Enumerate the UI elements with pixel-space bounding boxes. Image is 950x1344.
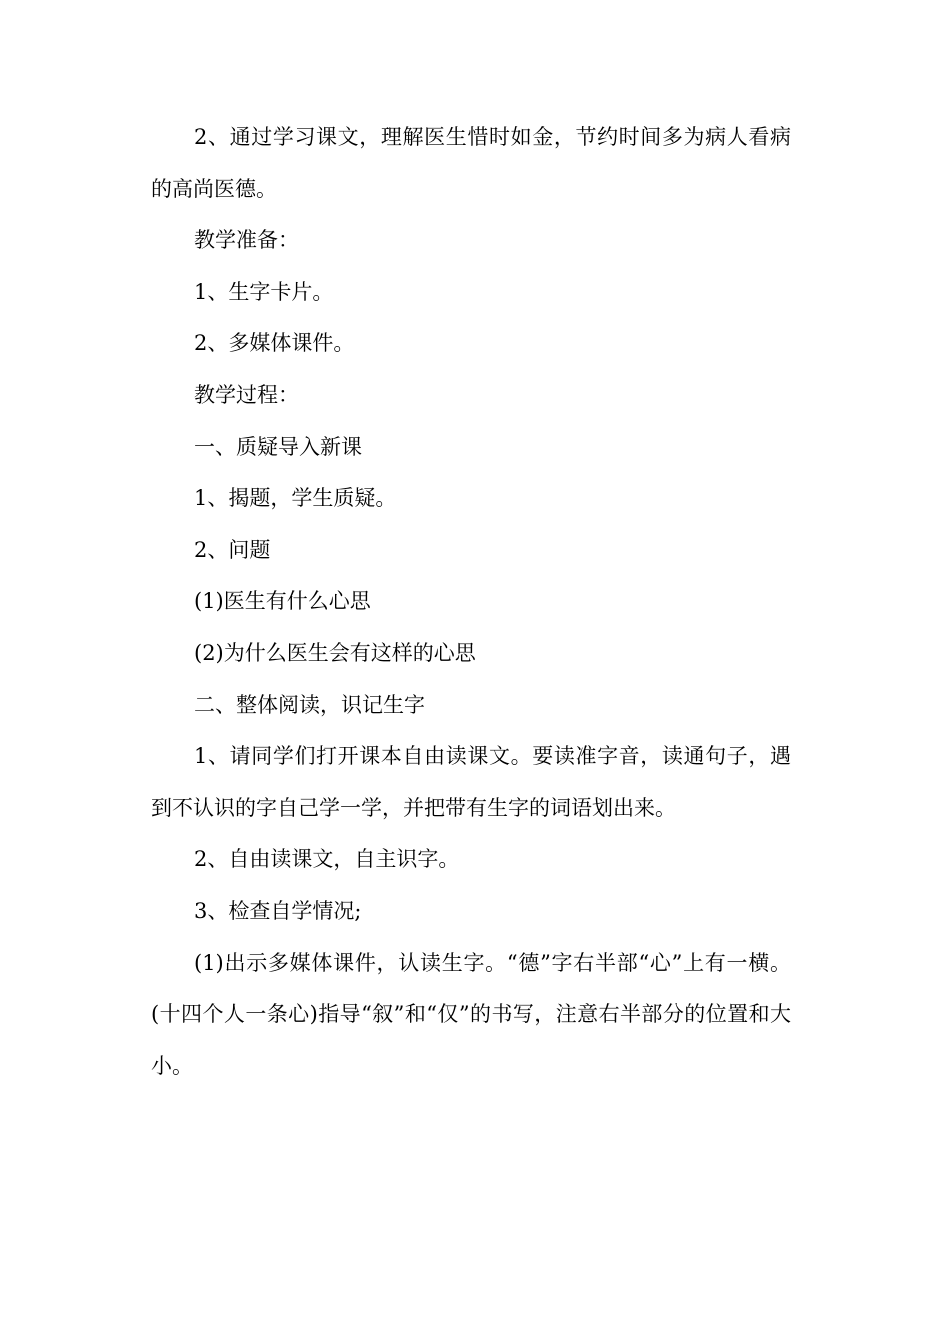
paragraph-question-1: (1)医生有什么心思 <box>194 589 371 614</box>
document-body <box>151 112 791 1092</box>
paragraph-section-1-item-2: 2、问题 <box>194 537 271 562</box>
paragraph-section-2-heading: 二、整体阅读，识记生字 <box>194 692 425 717</box>
paragraph-section-1-heading: 一、质疑导入新课 <box>194 434 362 459</box>
paragraph-preparation-2: 2、多媒体课件。 <box>194 331 355 356</box>
paragraph-preparation-1: 1、生字卡片。 <box>194 279 334 304</box>
paragraph-section-2-item-1: 1、请同学们打开课本自由读课文。要读准字音，读通句子，遇到不认识的字自己学一学，并把带有生字的词语划出来。 <box>151 744 791 820</box>
paragraph-section-2-item-3: 3、检查自学情况; <box>194 898 362 923</box>
paragraph-objective-2: 2、通过学习课文，理解医生惜时如金，节约时间多为病人看病的高尚医德。 <box>151 125 791 201</box>
paragraph-section-1-item-1: 1、揭题，学生质疑。 <box>194 486 397 511</box>
paragraph-question-2: (2)为什么医生会有这样的心思 <box>194 640 476 665</box>
paragraph-process-heading: 教学过程： <box>194 382 299 407</box>
paragraph-preparation-heading: 教学准备： <box>194 228 299 253</box>
paragraph-section-2-subitem-1: (1)出示多媒体课件，认读生字。“德”字右半部“心”上有一横。(十四个人一条心)指导“叙”和“仅”的书写，注意右半部分的位置和大小。 <box>151 950 791 1078</box>
paragraph-section-2-item-2: 2、自由读课文，自主识字。 <box>194 847 460 872</box>
